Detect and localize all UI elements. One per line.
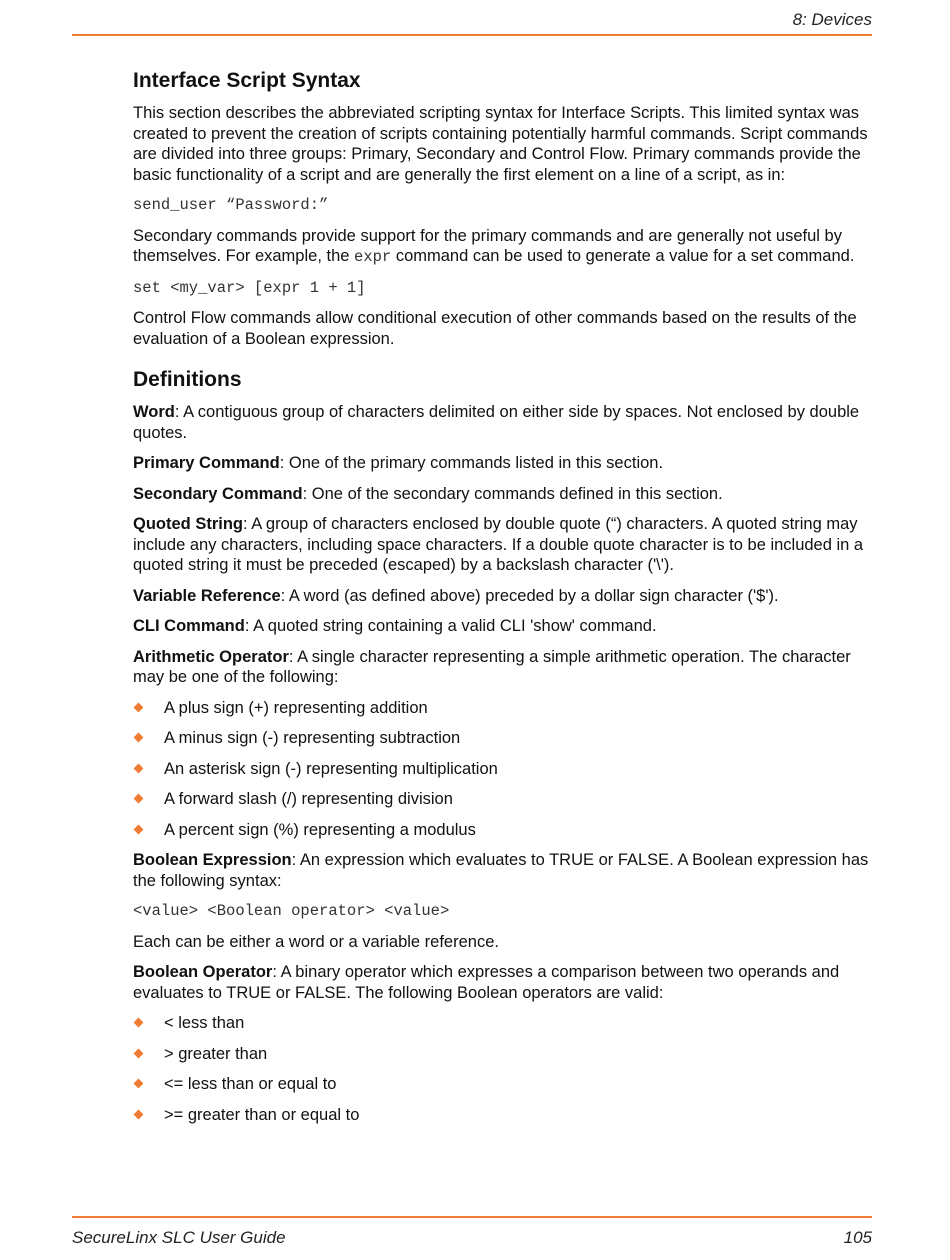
diamond-bullet-icon [134, 1048, 144, 1058]
list-item [133, 1044, 873, 1065]
diamond-bullet-icon [134, 1079, 144, 1089]
term-arithmetic-operator: Arithmetic Operator [133, 647, 289, 666]
section-heading-definitions: Definitions [133, 368, 242, 391]
diamond-bullet-icon [134, 763, 144, 773]
footer-page-number: 105 [843, 1228, 872, 1247]
def-word: : A contiguous group of characters delimited on either side by spaces. Not enclosed by double quotes. [133, 403, 860, 442]
list-item [133, 1074, 873, 1095]
list-item [133, 698, 873, 719]
intro-paragraph: This section describes the abbreviated scripting syntax for Interface Scripts. This limited syntax was created to prevent the creation of scripts containing potentially harmful commands. Script commands are divided into three groups: Primary, Secondary and Control Flow. Primary commands provide the basic functionality of a script and are generally the first element on a line of a script, as in: [133, 104, 868, 184]
definition-boolean-expression [133, 850, 873, 891]
definition-secondary-command [133, 484, 873, 505]
def-secondary-command: : One of the secondary commands defined in this section. [302, 484, 723, 503]
header-chapter-title: 8: Devices [792, 10, 872, 29]
list-item-text: < less than [164, 1014, 245, 1032]
page-header [72, 8, 872, 36]
term-boolean-operator: Boolean Operator [133, 963, 273, 981]
def-boolean-expression: : An expression which evaluates to TRUE or FALSE. A Boolean expression has the following syntax: [133, 851, 869, 890]
footer-guide-title: SecureLinx SLC User Guide [72, 1228, 286, 1247]
code-example-send-user: send_user “Password:” [133, 196, 329, 214]
section-heading-interface-script-syntax: Interface Script Syntax [133, 69, 361, 92]
boolean-operator-list [133, 1013, 873, 1125]
definition-primary-command [133, 453, 873, 474]
control-flow-paragraph: Control Flow commands allow conditional execution of other commands based on the results of the evaluation of a Boolean expression. [133, 309, 857, 348]
definition-quoted-string [133, 514, 873, 576]
definition-arithmetic-operator [133, 647, 873, 688]
inline-code-expr: expr [354, 248, 392, 266]
diamond-bullet-icon [134, 1109, 144, 1119]
term-primary-command: Primary Command [133, 454, 280, 472]
list-item-text: >= greater than or equal to [164, 1105, 360, 1124]
term-word: Word [133, 403, 175, 421]
definition-word [133, 402, 873, 443]
list-item-text: An asterisk sign (-) representing multiplication [164, 759, 498, 778]
list-item-text: A forward slash (/) representing division [164, 790, 453, 808]
code-example-boolean-expression: <value> <Boolean operator> <value> [133, 902, 450, 920]
term-boolean-expression: Boolean Expression [133, 851, 292, 869]
def-cli-command: : A quoted string containing a valid CLI 'show' command. [244, 617, 657, 635]
list-item-text: > greater than [164, 1044, 268, 1063]
diamond-bullet-icon [134, 1018, 144, 1028]
def-boolean-operator: : A binary operator which expresses a comparison between two operands and evaluates to TRUE or FALSE. The following Boolean operators are valid: [133, 963, 840, 1002]
def-arithmetic-operator: : A single character representing a simple arithmetic operation. The character may be one of the following: [133, 647, 851, 686]
def-quoted-string: : A group of characters enclosed by double quote (“) characters. A quoted string may include any characters, including space characters. If a double quote character is to be included in a quoted string it must be preceded (escaped) by a backslash character ('\'). [133, 515, 864, 574]
diamond-bullet-icon [134, 824, 144, 834]
term-quoted-string: Quoted String [133, 515, 243, 533]
list-item [133, 728, 873, 749]
list-item [133, 1105, 873, 1126]
code-example-set-var: set <my_var> [expr 1 + 1] [133, 278, 366, 297]
diamond-bullet-icon [134, 702, 144, 712]
page-footer [72, 1216, 872, 1252]
boolean-expression-note: Each can be either a word or a variable reference. [133, 932, 499, 951]
list-item [133, 789, 873, 810]
list-item [133, 820, 873, 841]
definition-boolean-operator [133, 962, 873, 1003]
list-item [133, 1013, 873, 1034]
list-item-text: A plus sign (+) representing addition [164, 698, 428, 717]
diamond-bullet-icon [134, 733, 144, 743]
list-item [133, 759, 873, 780]
secondary-text-after: command can be used to generate a value for a set command. [391, 247, 855, 265]
arithmetic-operator-list [133, 698, 873, 841]
secondary-text-before: Secondary commands provide support for the primary commands and are generally not useful by themselves. For example, the [133, 226, 842, 265]
definition-cli-command [133, 616, 873, 637]
page-content [133, 68, 873, 1135]
term-cli-command: CLI Command [133, 617, 245, 635]
def-variable-reference: : A word (as defined above) preceded by a dollar sign character ('$'). [280, 586, 779, 605]
diamond-bullet-icon [134, 794, 144, 804]
term-secondary-command: Secondary Command [133, 484, 303, 503]
definition-variable-reference [133, 586, 873, 607]
def-primary-command: : One of the primary commands listed in this section. [279, 454, 664, 472]
list-item-text: A percent sign (%) representing a modulus [164, 820, 476, 839]
list-item-text: A minus sign (-) representing subtraction [164, 729, 461, 747]
list-item-text: <= less than or equal to [164, 1075, 337, 1093]
secondary-commands-paragraph [133, 226, 873, 268]
term-variable-reference: Variable Reference [133, 586, 281, 605]
